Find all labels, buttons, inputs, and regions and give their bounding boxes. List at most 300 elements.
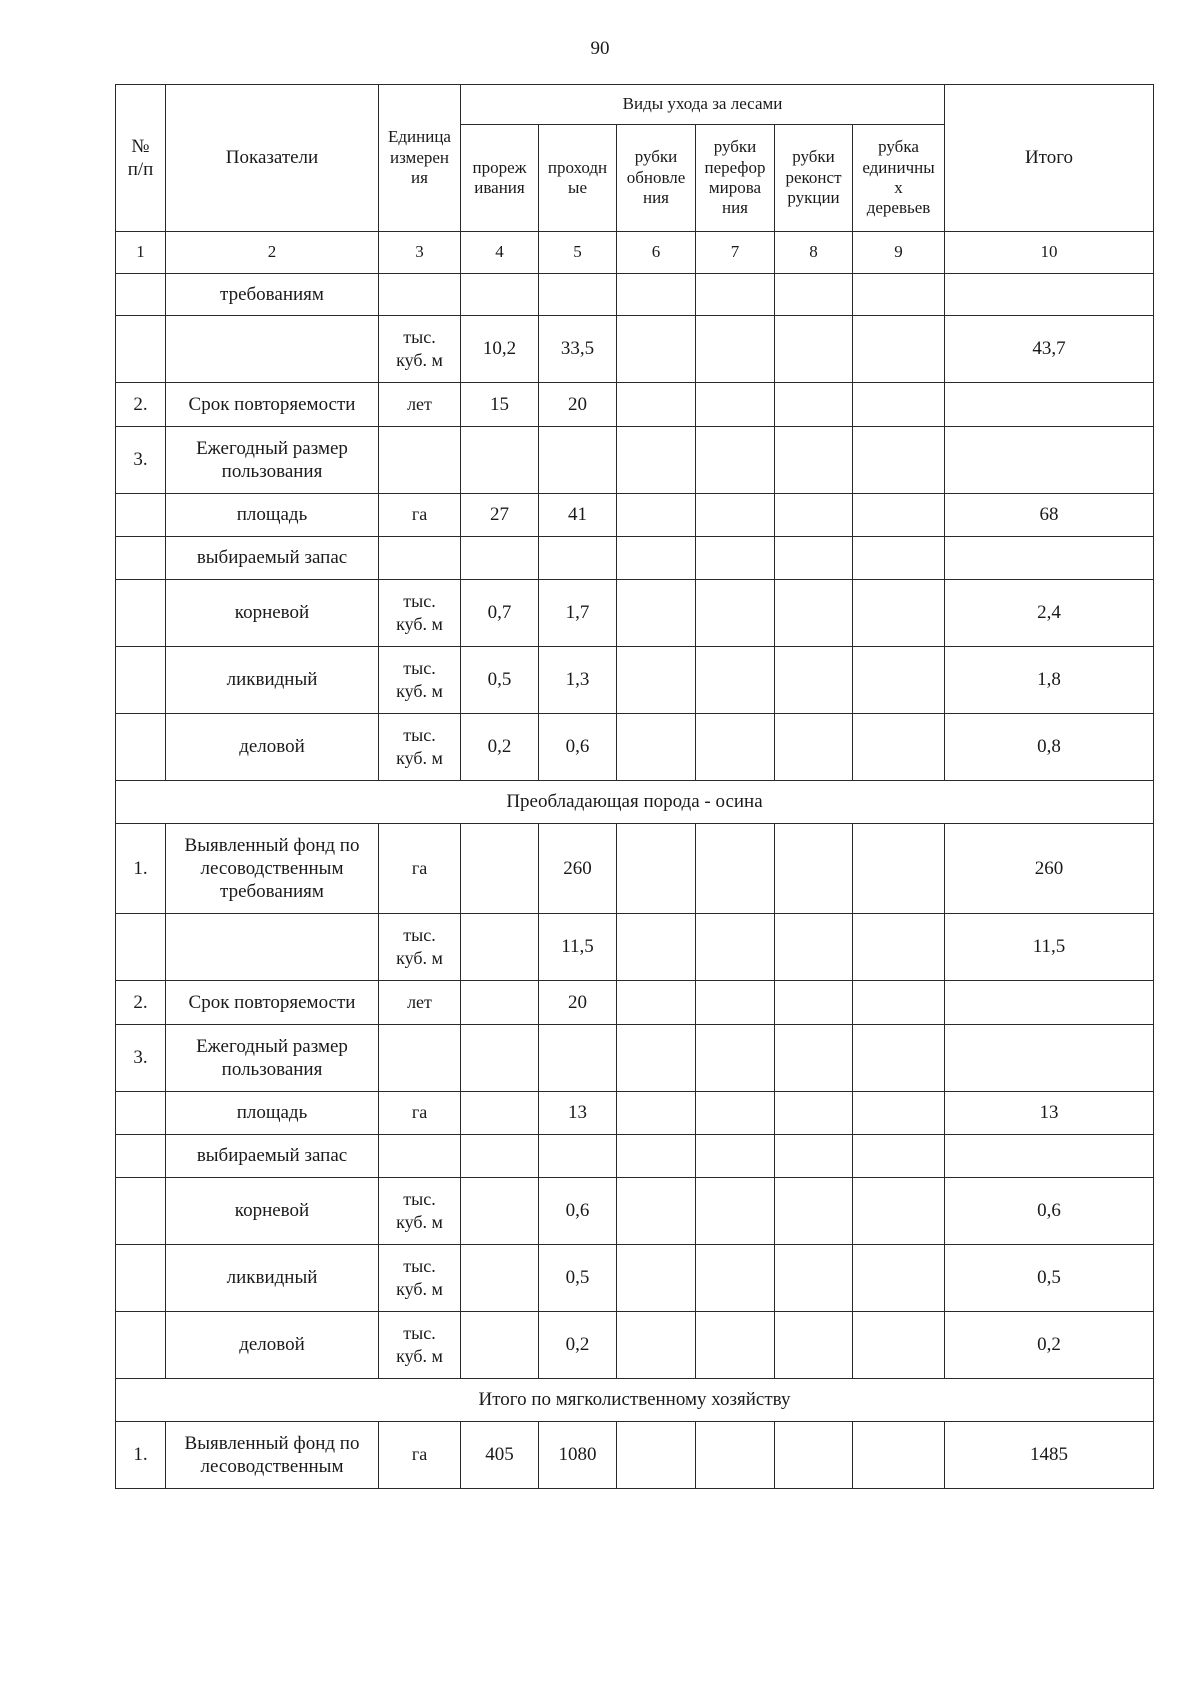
header-indicators: Показатели <box>166 85 379 232</box>
passing-value <box>539 714 617 781</box>
reconstruction-value <box>775 914 853 981</box>
section-aspen <box>116 781 1154 824</box>
thinning-value-text: 27 <box>490 504 509 526</box>
single-trees-value <box>853 981 945 1025</box>
reconstruction-value <box>775 981 853 1025</box>
reforming-value <box>696 537 775 580</box>
reconstruction-value <box>775 1312 853 1379</box>
row-number-text: 2. <box>133 393 148 415</box>
reforming-value <box>696 1245 775 1312</box>
column-number-row <box>116 232 1154 274</box>
thinning-value-text: 15 <box>490 393 509 415</box>
unit-cell <box>379 1178 461 1245</box>
unit-cell-text: тыс. куб. м <box>396 590 443 634</box>
passing-value-text: 1080 <box>558 1444 597 1466</box>
single-trees-value <box>853 914 945 981</box>
single-trees-value <box>853 1312 945 1379</box>
passing-value-text: 20 <box>568 393 587 415</box>
single-trees-value <box>853 494 945 537</box>
reconstruction-value <box>775 383 853 427</box>
unit-cell-text: тыс. куб. м <box>396 924 443 968</box>
total-value <box>945 316 1154 383</box>
renewal-value <box>617 580 696 647</box>
passing-value <box>539 1092 617 1135</box>
unit-cell-text: га <box>411 857 428 878</box>
passing-value <box>539 981 617 1025</box>
row-number <box>116 1422 166 1489</box>
row-number-text: 1. <box>133 1444 148 1466</box>
forest-care-table <box>115 84 1154 1489</box>
renewal-value <box>617 1245 696 1312</box>
passing-value <box>539 647 617 714</box>
reforming-value <box>696 580 775 647</box>
renewal-value <box>617 1025 696 1092</box>
unit-cell <box>379 537 461 580</box>
single-trees-value <box>853 1135 945 1178</box>
total-value-text: 13 <box>1039 1102 1059 1124</box>
thinning-value-text: 405 <box>485 1444 514 1466</box>
table-row <box>116 981 1154 1025</box>
column-number: 10 <box>945 232 1154 274</box>
reforming-value <box>696 1422 775 1489</box>
passing-value-text: 1,3 <box>565 669 590 691</box>
table-row <box>116 274 1154 316</box>
header-reconstruction: рубки реконст рукции <box>775 125 853 232</box>
total-value <box>945 580 1154 647</box>
unit-cell-text: тыс. куб. м <box>396 1255 443 1299</box>
renewal-value <box>617 1312 696 1379</box>
header-reforming: рубки перефор мирова ния <box>696 125 775 232</box>
table-row <box>116 1092 1154 1135</box>
row-number <box>116 824 166 914</box>
single-trees-value <box>853 1178 945 1245</box>
passing-value <box>539 824 617 914</box>
renewal-value <box>617 714 696 781</box>
table-row <box>116 1312 1154 1379</box>
passing-value <box>539 1135 617 1178</box>
section-total-title-text: Итого по мягколиственному хозяйству <box>478 1389 791 1411</box>
thinning-value <box>461 914 539 981</box>
thinning-value-text: 0,5 <box>487 669 512 691</box>
passing-value-text: 0,2 <box>565 1334 590 1356</box>
reconstruction-value <box>775 494 853 537</box>
thinning-value <box>461 383 539 427</box>
unit-cell-text: тыс. куб. м <box>396 657 443 701</box>
table-row <box>116 383 1154 427</box>
indicator-name <box>166 824 379 914</box>
table-row <box>116 1025 1154 1092</box>
reconstruction-value <box>775 1422 853 1489</box>
column-number: 5 <box>539 232 617 274</box>
header-thinning: прореж ивания <box>461 125 539 232</box>
total-value-text: 0,8 <box>1037 736 1061 758</box>
passing-value <box>539 1178 617 1245</box>
indicator-name <box>166 580 379 647</box>
indicator-name <box>166 1245 379 1312</box>
total-value-text: 11,5 <box>1032 936 1066 958</box>
row-number-text: 3. <box>133 1047 148 1069</box>
renewal-value <box>617 1135 696 1178</box>
row-number <box>116 647 166 714</box>
unit-cell <box>379 383 461 427</box>
passing-value-text: 0,5 <box>565 1267 590 1289</box>
row-number <box>116 537 166 580</box>
unit-cell <box>379 1135 461 1178</box>
single-trees-value <box>853 647 945 714</box>
renewal-value <box>617 1092 696 1135</box>
reconstruction-value <box>775 1245 853 1312</box>
reforming-value <box>696 427 775 494</box>
indicator-name <box>166 427 379 494</box>
single-trees-value <box>853 1025 945 1092</box>
section-total-title <box>116 1379 1154 1422</box>
thinning-value <box>461 427 539 494</box>
table-row <box>116 714 1154 781</box>
header-total: Итого <box>945 85 1154 232</box>
indicator-name-text: Ежегодный размер пользования <box>196 1035 348 1080</box>
unit-cell <box>379 1245 461 1312</box>
thinning-value <box>461 1092 539 1135</box>
indicator-name <box>166 494 379 537</box>
indicator-name-text: ликвидный <box>226 669 318 691</box>
table-row <box>116 427 1154 494</box>
row-number <box>116 383 166 427</box>
renewal-value <box>617 383 696 427</box>
renewal-value <box>617 824 696 914</box>
thinning-value-text: 10,2 <box>482 338 517 360</box>
unit-cell <box>379 316 461 383</box>
unit-cell-text: тыс. куб. м <box>396 326 443 370</box>
passing-value <box>539 914 617 981</box>
page-number: 90 <box>590 38 610 59</box>
passing-value <box>539 1245 617 1312</box>
renewal-value <box>617 914 696 981</box>
indicator-name-text: площадь <box>236 504 308 526</box>
passing-value-text: 11,5 <box>561 936 594 958</box>
passing-value-text: 0,6 <box>565 736 590 758</box>
renewal-value <box>617 537 696 580</box>
unit-cell <box>379 647 461 714</box>
indicator-name-text: деловой <box>239 1334 305 1356</box>
reconstruction-value <box>775 1025 853 1092</box>
column-number: 8 <box>775 232 853 274</box>
indicator-name <box>166 537 379 580</box>
row-number-text: 1. <box>133 857 148 879</box>
total-value <box>945 714 1154 781</box>
total-value <box>945 1025 1154 1092</box>
indicator-name <box>166 714 379 781</box>
total-value <box>945 981 1154 1025</box>
table-row <box>116 914 1154 981</box>
unit-cell <box>379 1312 461 1379</box>
row-number <box>116 981 166 1025</box>
column-number: 1 <box>116 232 166 274</box>
passing-value <box>539 383 617 427</box>
table-row <box>116 1245 1154 1312</box>
thinning-value <box>461 316 539 383</box>
reforming-value <box>696 981 775 1025</box>
column-number: 4 <box>461 232 539 274</box>
row-number <box>116 1245 166 1312</box>
reforming-value <box>696 714 775 781</box>
reforming-value <box>696 1025 775 1092</box>
reforming-value <box>696 1312 775 1379</box>
total-value <box>945 274 1154 316</box>
indicator-name <box>166 1092 379 1135</box>
single-trees-value <box>853 383 945 427</box>
unit-cell <box>379 1422 461 1489</box>
row-number <box>116 714 166 781</box>
total-value-text: 2,4 <box>1037 602 1061 624</box>
indicator-name-text: ликвидный <box>226 1267 318 1289</box>
indicator-name-text: корневой <box>234 1200 310 1222</box>
single-trees-value <box>853 580 945 647</box>
passing-value-text: 0,6 <box>565 1200 590 1222</box>
unit-cell <box>379 714 461 781</box>
thinning-value <box>461 824 539 914</box>
reforming-value <box>696 914 775 981</box>
reconstruction-value <box>775 824 853 914</box>
column-number: 6 <box>617 232 696 274</box>
row-number <box>116 1178 166 1245</box>
renewal-value <box>617 274 696 316</box>
table-row <box>116 537 1154 580</box>
indicator-name-text: Выявленный фонд по лесоводственным <box>184 1432 360 1477</box>
reconstruction-value <box>775 537 853 580</box>
total-value-text: 68 <box>1039 504 1059 526</box>
unit-cell-text: тыс. куб. м <box>396 1188 443 1232</box>
renewal-value <box>617 1178 696 1245</box>
renewal-value <box>617 494 696 537</box>
total-value <box>945 824 1154 914</box>
row-number <box>116 427 166 494</box>
renewal-value <box>617 316 696 383</box>
total-value-text: 0,2 <box>1037 1334 1061 1356</box>
passing-value <box>539 494 617 537</box>
total-value <box>945 914 1154 981</box>
row-number <box>116 494 166 537</box>
header-single-trees: рубка единичны х деревьев <box>853 125 945 232</box>
row-number <box>116 274 166 316</box>
reconstruction-value <box>775 1178 853 1245</box>
indicator-name-text: Срок повторяемости <box>188 991 356 1013</box>
header-forest-care-types: Виды ухода за лесами <box>461 85 945 125</box>
indicator-name-text: площадь <box>236 1102 308 1124</box>
column-number: 2 <box>166 232 379 274</box>
total-value <box>945 494 1154 537</box>
indicator-name <box>166 1135 379 1178</box>
indicator-name <box>166 981 379 1025</box>
reconstruction-value <box>775 647 853 714</box>
passing-value-text: 41 <box>568 504 587 526</box>
reforming-value <box>696 824 775 914</box>
total-value <box>945 1178 1154 1245</box>
indicator-name <box>166 1178 379 1245</box>
indicator-name <box>166 274 379 316</box>
row-number <box>116 1025 166 1092</box>
total-value-text: 1485 <box>1030 1444 1068 1466</box>
table-row <box>116 1178 1154 1245</box>
total-value-text: 1,8 <box>1037 669 1061 691</box>
table-body <box>116 232 1154 1489</box>
passing-value-text: 20 <box>568 991 587 1013</box>
reforming-value <box>696 1135 775 1178</box>
thinning-value-text: 0,7 <box>487 602 512 624</box>
total-value <box>945 1245 1154 1312</box>
unit-cell-text: лет <box>407 991 432 1012</box>
indicator-name <box>166 1422 379 1489</box>
total-value <box>945 537 1154 580</box>
column-number: 3 <box>379 232 461 274</box>
thinning-value-text: 0,2 <box>487 736 512 758</box>
passing-value-text: 260 <box>563 857 592 879</box>
unit-cell-text: лет <box>407 393 432 414</box>
total-value <box>945 1135 1154 1178</box>
reforming-value <box>696 494 775 537</box>
unit-cell <box>379 1092 461 1135</box>
passing-value-text: 13 <box>568 1102 587 1124</box>
indicator-name <box>166 316 379 383</box>
renewal-value <box>617 647 696 714</box>
thinning-value <box>461 274 539 316</box>
unit-cell <box>379 427 461 494</box>
thinning-value <box>461 981 539 1025</box>
single-trees-value <box>853 1245 945 1312</box>
single-trees-value <box>853 714 945 781</box>
thinning-value <box>461 1178 539 1245</box>
unit-cell <box>379 914 461 981</box>
table-row <box>116 824 1154 914</box>
thinning-value <box>461 537 539 580</box>
indicator-name-text: Ежегодный размер пользования <box>196 437 348 482</box>
passing-value <box>539 427 617 494</box>
table-row <box>116 1422 1154 1489</box>
indicator-name <box>166 1312 379 1379</box>
indicator-name <box>166 1025 379 1092</box>
passing-value <box>539 537 617 580</box>
reconstruction-value <box>775 316 853 383</box>
reforming-value <box>696 274 775 316</box>
total-value <box>945 1312 1154 1379</box>
total-value <box>945 427 1154 494</box>
indicator-name-text: Срок повторяемости <box>188 393 356 415</box>
reconstruction-value <box>775 714 853 781</box>
thinning-value <box>461 1135 539 1178</box>
unit-cell <box>379 580 461 647</box>
renewal-value <box>617 427 696 494</box>
unit-cell-text: га <box>411 1102 428 1123</box>
header-num: № п/п <box>116 85 166 232</box>
passing-value <box>539 1025 617 1092</box>
thinning-value <box>461 647 539 714</box>
reforming-value <box>696 1178 775 1245</box>
passing-value <box>539 580 617 647</box>
thinning-value <box>461 714 539 781</box>
passing-value <box>539 274 617 316</box>
table-row <box>116 580 1154 647</box>
indicator-name-text: деловой <box>239 736 305 758</box>
single-trees-value <box>853 274 945 316</box>
passing-value-text: 33,5 <box>560 338 595 360</box>
thinning-value <box>461 1422 539 1489</box>
thinning-value <box>461 1245 539 1312</box>
unit-cell <box>379 274 461 316</box>
passing-value-text: 1,7 <box>565 602 590 624</box>
row-number <box>116 1135 166 1178</box>
row-number-text: 2. <box>133 991 148 1013</box>
reconstruction-value <box>775 580 853 647</box>
reconstruction-value <box>775 274 853 316</box>
row-number <box>116 1092 166 1135</box>
indicator-name-text: корневой <box>234 602 310 624</box>
table-header <box>116 85 1154 232</box>
header-renewal: рубки обновле ния <box>617 125 696 232</box>
row-number <box>116 316 166 383</box>
table-row <box>116 1135 1154 1178</box>
single-trees-value <box>853 1092 945 1135</box>
section-aspen-title-text: Преобладающая порода - осина <box>506 791 763 813</box>
column-number: 7 <box>696 232 775 274</box>
column-number: 9 <box>853 232 945 274</box>
reconstruction-value <box>775 1135 853 1178</box>
unit-cell <box>379 981 461 1025</box>
total-value-text: 260 <box>1034 857 1064 879</box>
total-value-text: 43,7 <box>1032 338 1066 360</box>
single-trees-value <box>853 427 945 494</box>
single-trees-value <box>853 824 945 914</box>
renewal-value <box>617 981 696 1025</box>
indicator-name <box>166 914 379 981</box>
total-value <box>945 383 1154 427</box>
unit-cell-text: тыс. куб. м <box>396 1322 443 1366</box>
thinning-value <box>461 1025 539 1092</box>
unit-cell <box>379 824 461 914</box>
section-total <box>116 1379 1154 1422</box>
total-value <box>945 1092 1154 1135</box>
section-aspen-title <box>116 781 1154 824</box>
reforming-value <box>696 383 775 427</box>
indicator-name <box>166 647 379 714</box>
table-row <box>116 647 1154 714</box>
row-number <box>116 914 166 981</box>
thinning-value <box>461 1312 539 1379</box>
indicator-name-text: требованиям <box>220 283 324 305</box>
indicator-name-text: выбираемый запас <box>196 1145 348 1167</box>
total-value <box>945 1422 1154 1489</box>
reforming-value <box>696 647 775 714</box>
row-number <box>116 1312 166 1379</box>
single-trees-value <box>853 316 945 383</box>
unit-cell <box>379 494 461 537</box>
reforming-value <box>696 1092 775 1135</box>
single-trees-value <box>853 1422 945 1489</box>
total-value-text: 0,6 <box>1037 1200 1061 1222</box>
total-value <box>945 647 1154 714</box>
row-number-text: 3. <box>133 449 148 471</box>
thinning-value <box>461 580 539 647</box>
total-value-text: 0,5 <box>1037 1267 1061 1289</box>
table-row <box>116 316 1154 383</box>
reconstruction-value <box>775 1092 853 1135</box>
renewal-value <box>617 1422 696 1489</box>
reconstruction-value <box>775 427 853 494</box>
indicator-name-text: Выявленный фонд по лесоводственным требованиям <box>184 834 360 903</box>
thinning-value <box>461 494 539 537</box>
row-number <box>116 580 166 647</box>
indicator-name <box>166 383 379 427</box>
unit-cell <box>379 1025 461 1092</box>
indicator-name-text: выбираемый запас <box>196 547 348 569</box>
